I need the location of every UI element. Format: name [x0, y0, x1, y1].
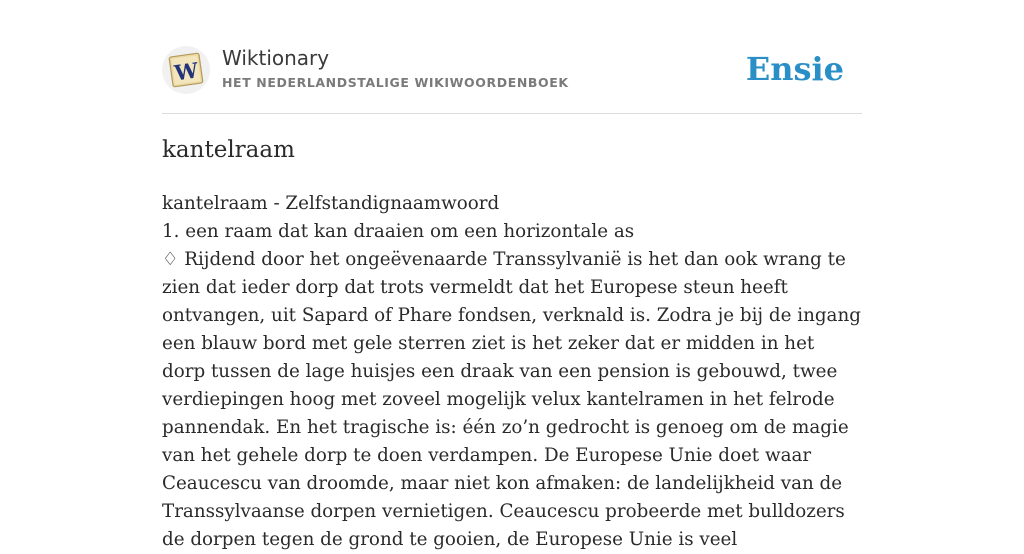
entry-content	[162, 190, 862, 554]
ensie-brand-link[interactable]: Ensie	[745, 50, 844, 88]
wiktionary-logo[interactable]	[162, 46, 210, 94]
page-title: kantelraam	[162, 137, 295, 163]
site-subtitle: HET NEDERLANDSTALIGE WIKIWOORDENBOEK	[222, 75, 569, 90]
site-header	[162, 44, 862, 104]
logo-letter: W	[172, 57, 200, 86]
wiktionary-tile-icon	[162, 46, 210, 94]
entry-definition: 1. een raam dat kan draaien om een horizontale as	[162, 221, 635, 242]
header-divider	[162, 113, 862, 114]
entry-heading: kantelraam - Zelfstandignaamwoord	[162, 193, 500, 214]
entry-example: ♢ Rijdend door het ongeëvenaarde Transsylvanië is het dan ook wrang te zien dat ieder dorp dat trots vermeldt dat het Europese steun heeft ontvangen, uit Sapard of Phare fondsen, verknald is. Zodra je bij de ingang een blauw bord met gele sterren ziet is het zeker dat er midden in het dorp tussen de lage huisjes een draak van een pension is gebouwd, twee verdiepingen hoog met zoveel mogelijk velux kantelramen in het felrode pannendak. En het tragische is: één zo’n gedrocht is genoeg om de magie van het gehele dorp te doen verdampen. De Europese Unie doet waar Ceaucescu van droomde, maar niet kon afmaken: de landelijkheid van de Transsylvaanse dorpen vernietigen. Ceaucescu probeerde met bulldozers de dorpen tegen de grond te gooien, de Europese Unie is veel	[162, 249, 861, 550]
site-title[interactable]: Wiktionary	[222, 46, 330, 70]
